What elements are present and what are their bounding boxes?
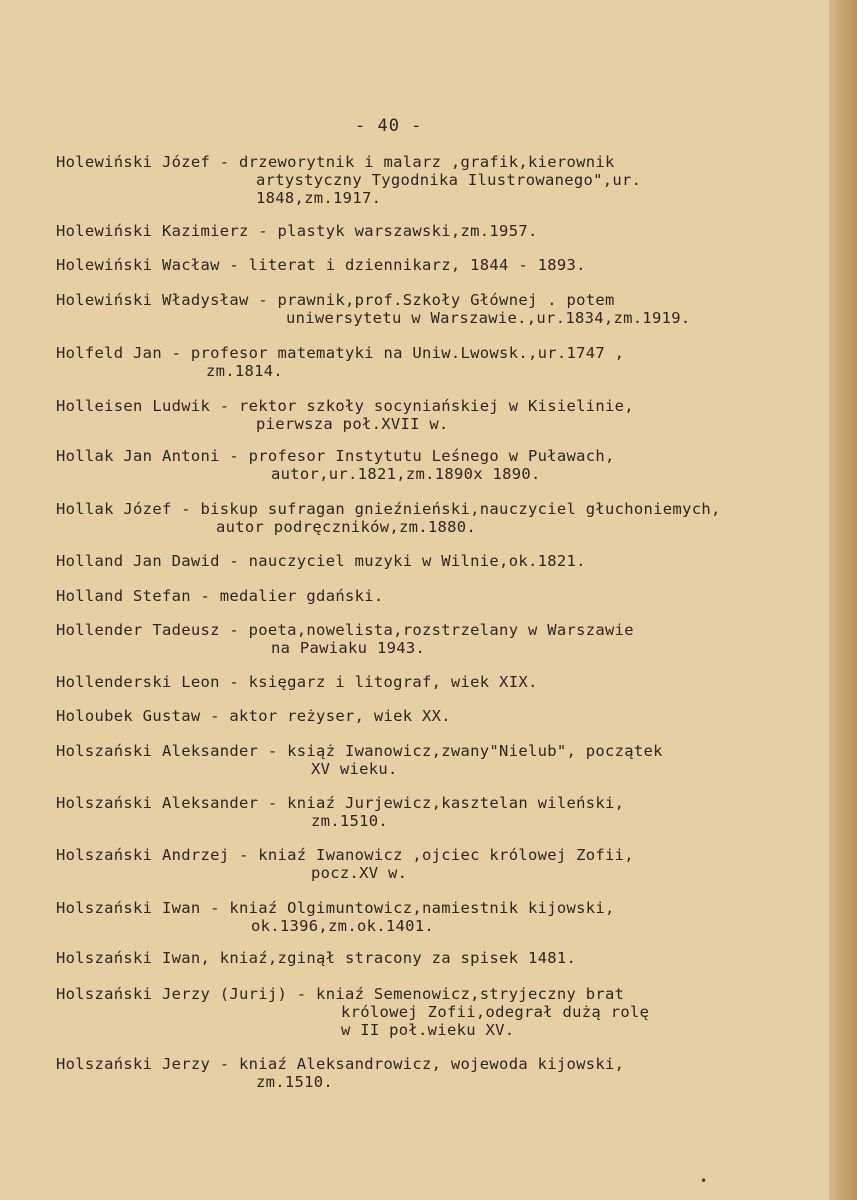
entry-line: Holszański Iwan - kniaź Olgimuntowicz,namiestnik kijowski, <box>56 899 615 917</box>
entry-line: Hollak Jan Antoni - profesor Instytutu Leśnego w Puławach, <box>56 447 615 465</box>
page-number: - 40 - <box>355 116 423 136</box>
entry-line: Holewiński Wacław - literat i dziennikarz, 1844 - 1893. <box>56 256 586 274</box>
entry-line: Holfeld Jan - profesor matematyki na Uniw.Lwowsk.,ur.1747 , <box>56 344 625 362</box>
entry-holewinski-waclaw <box>56 256 776 274</box>
ink-mark: • <box>700 1174 708 1188</box>
entry-line: Hollender Tadeusz - poeta,nowelista,rozstrzelany w Warszawie <box>56 621 634 639</box>
entry-holleisen-ludwik <box>56 397 776 433</box>
entry-holewinski-wladyslaw <box>56 291 776 327</box>
entry-line: Holoubek Gustaw - aktor reżyser, wiek XX. <box>56 707 451 725</box>
entry-line: królowej Zofii,odegrał dużą rolę <box>341 1003 650 1021</box>
entry-line: Holewiński Kazimierz - plastyk warszawski,zm.1957. <box>56 222 538 240</box>
entry-holszanski-iwan-1 <box>56 899 776 935</box>
entry-line: zm.1510. <box>256 1073 334 1091</box>
page-edge <box>829 0 857 1200</box>
entry-line: Hollenderski Leon - księgarz i litograf, wiek XIX. <box>56 673 538 691</box>
entry-line: pocz.XV w. <box>311 864 408 882</box>
entry-line: Holszański Andrzej - kniaź Iwanowicz ,ojciec królowej Zofii, <box>56 846 634 864</box>
entry-holszanski-andrzej <box>56 846 776 882</box>
entry-holszanski-jerzy-2 <box>56 1055 776 1091</box>
entry-line: Holszański Aleksander - kniaź Jurjewicz,kasztelan wileński, <box>56 794 625 812</box>
entry-holszanski-jerzy-1 <box>56 985 776 1039</box>
entry-line: autor podręczników,zm.1880. <box>216 518 477 536</box>
entry-line: Holszański Aleksander - książ Iwanowicz,zwany"Nielub", początek <box>56 742 663 760</box>
entry-line: w II poł.wieku XV. <box>341 1021 515 1039</box>
entry-line: pierwsza poł.XVII w. <box>256 415 449 433</box>
entry-holewinski-kazimierz <box>56 222 776 240</box>
entry-line: uniwersytetu w Warszawie.,ur.1834,zm.1919. <box>286 309 691 327</box>
entry-holewinski-jozef <box>56 153 776 207</box>
entry-holoubek-gustaw <box>56 707 776 725</box>
entry-hollak-jozef <box>56 500 776 536</box>
entry-line: Holland Stefan - medalier gdański. <box>56 587 384 605</box>
entry-line: XV wieku. <box>311 760 398 778</box>
entry-holszanski-aleksander-1 <box>56 742 776 778</box>
entry-line: na Pawiaku 1943. <box>271 639 426 657</box>
entry-hollak-jan-antoni <box>56 447 776 483</box>
entry-line: artystyczny Tygodnika Ilustrowanego",ur. <box>256 171 642 189</box>
entry-line: autor,ur.1821,zm.1890x 1890. <box>271 465 541 483</box>
entry-line: ok.1396,zm.ok.1401. <box>251 917 435 935</box>
entry-holszanski-aleksander-2 <box>56 794 776 830</box>
entry-hollenderski-leon <box>56 673 776 691</box>
entry-line: Holewiński Józef - drzeworytnik i malarz ,grafik,kierownik <box>56 153 615 171</box>
entry-line: zm.1814. <box>206 362 284 380</box>
entry-holland-stefan <box>56 587 776 605</box>
entry-line: Holszański Jerzy - kniaź Aleksandrowicz, wojewoda kijowski, <box>56 1055 625 1073</box>
entry-line: 1848,zm.1917. <box>256 189 382 207</box>
entry-line: zm.1510. <box>311 812 389 830</box>
entry-holszanski-iwan-2 <box>56 949 776 967</box>
entry-line: Holleisen Ludwik - rektor szkoły socyniańskiej w Kisielinie, <box>56 397 634 415</box>
entry-line: Holewiński Władysław - prawnik,prof.Szkoły Głównej . potem <box>56 291 615 309</box>
entry-holfeld-jan <box>56 344 776 380</box>
entry-line: Hollak Józef - biskup sufragan gnieźnieński,nauczyciel głuchoniemych, <box>56 500 721 518</box>
entry-line: Holszański Iwan, kniaź,zginął stracony za spisek 1481. <box>56 949 577 967</box>
entry-hollender-tadeusz <box>56 621 776 657</box>
entry-line: Holland Jan Dawid - nauczyciel muzyki w Wilnie,ok.1821. <box>56 552 586 570</box>
entry-line: Holszański Jerzy (Jurij) - kniaź Semenowicz,stryjeczny brat <box>56 985 625 1003</box>
entry-holland-jan-dawid <box>56 552 776 570</box>
